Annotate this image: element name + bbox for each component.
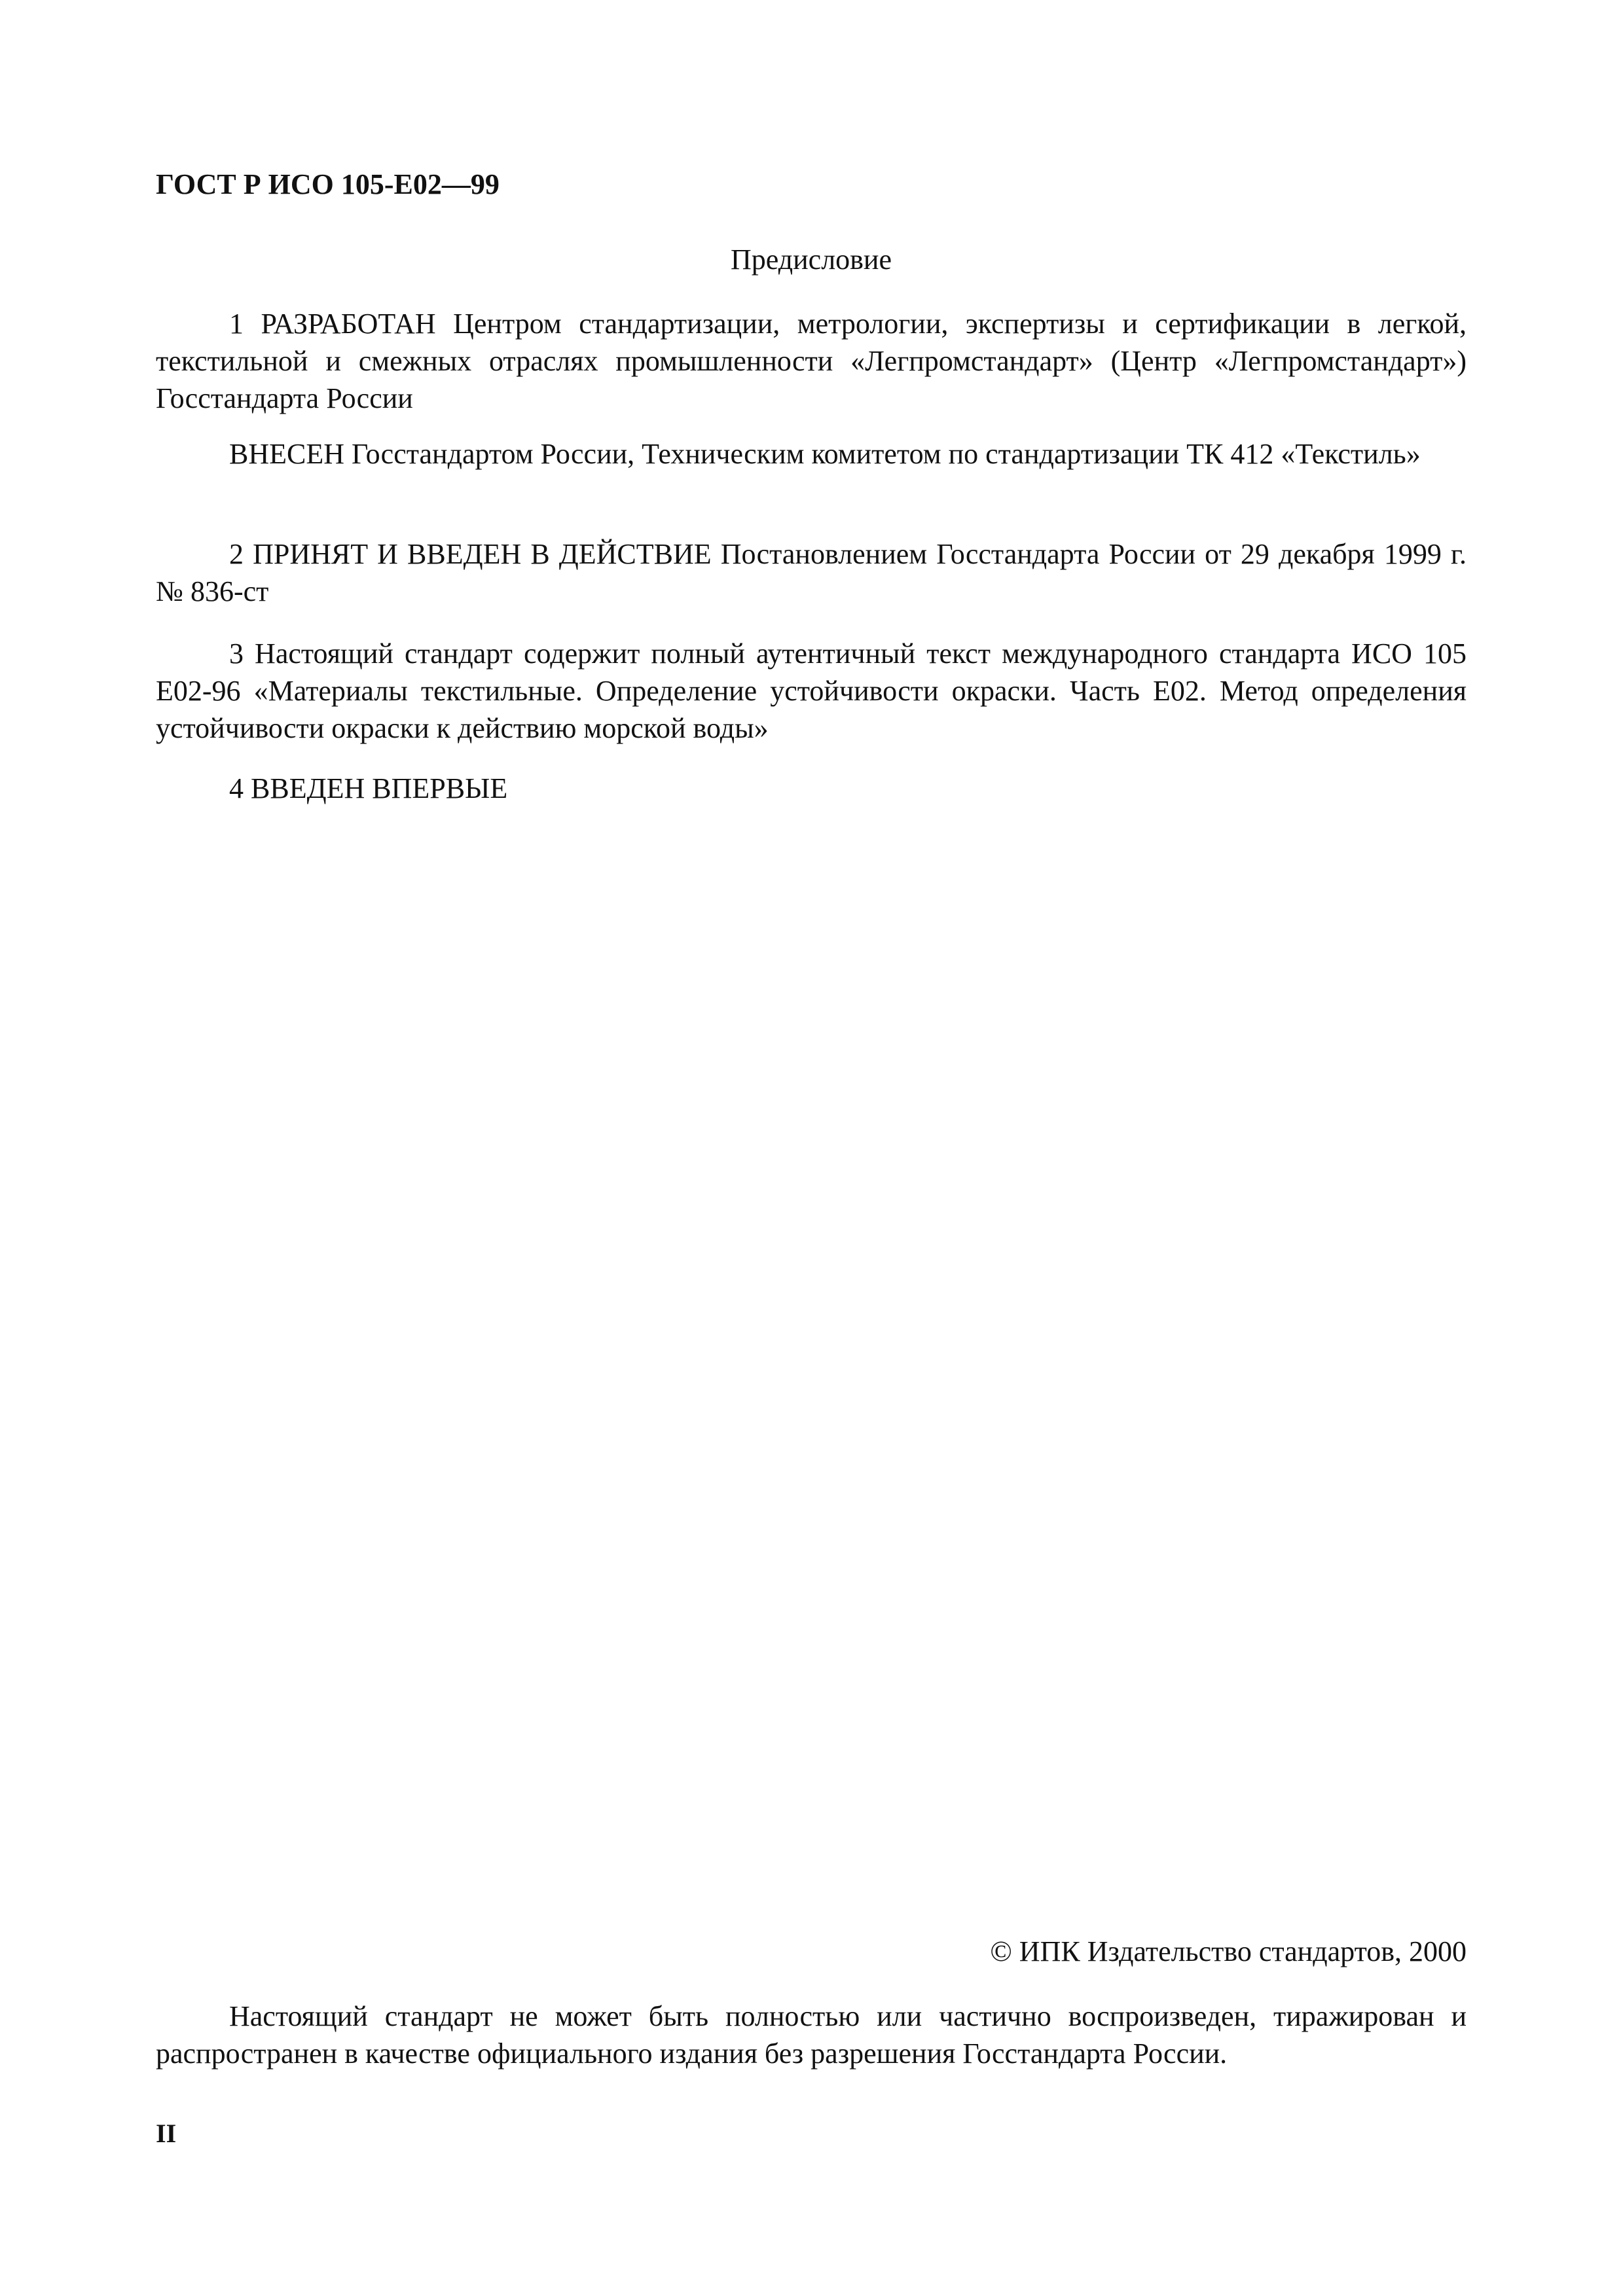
paragraph-contents: 3 Настоящий стандарт содержит полный аутентичный текст международного стандарта ИСО 105 Е02-96 «Материалы текстильные. Определение устойчивости окраски. Часть Е02. Метод определения устойчивости окраски к действию морской воды» <box>156 637 1467 744</box>
reproduction-notice: Настоящий стандарт не может быть полностью или частично воспроизведен, тиражирован и распространен в качестве официального издания без разрешения Госстандарта России. <box>156 2000 1467 2070</box>
document-designation: ГОСТ Р ИСО 105-Е02—99 <box>156 168 500 200</box>
paragraph-adopted: 2 ПРИНЯТ И ВВЕДЕН В ДЕЙСТВИЕ Постановлением Госстандарта России от 29 декабря 1999 г. № 836-ст <box>156 538 1467 607</box>
paragraph-developed-by: 1 РАЗРАБОТАН Центром стандартизации, метрологии, экспертизы и сертификации в легкой, текстильной и смежных отраслях промышленности «Легпромстандарт» (Центр «Легпромстандарт») Госстандарта России <box>156 308 1467 414</box>
section-heading: Предисловие <box>731 243 892 276</box>
copyright-line: © ИПК Издательство стандартов, 2000 <box>990 1935 1467 1967</box>
paragraph-introduced: 4 ВВЕДЕН ВПЕРВЫЕ <box>229 772 508 804</box>
page-number: II <box>156 2119 177 2148</box>
paragraph-submitted-by: ВНЕСЕН Госстандартом России, Техническим комитетом по стандартизации ТК 412 «Текстиль» <box>229 438 1421 470</box>
